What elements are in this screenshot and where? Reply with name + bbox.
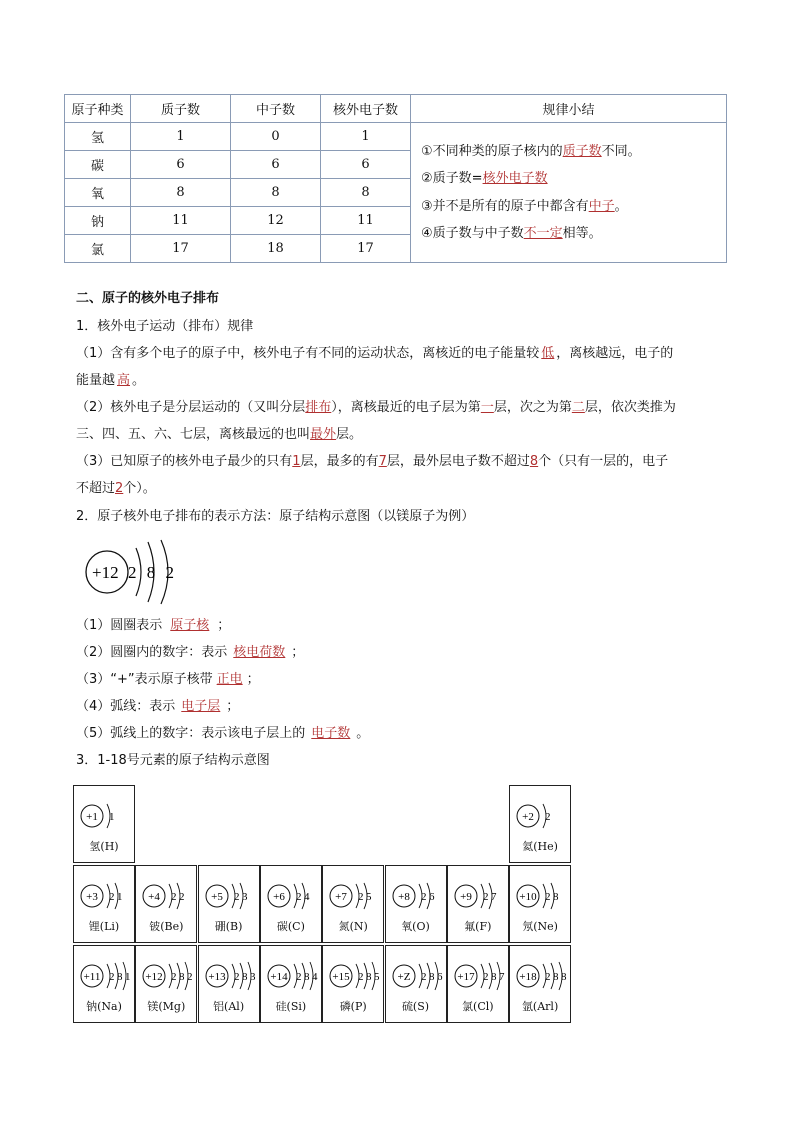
summary-text: 相等。 [562,226,602,241]
table-cell: 氧 [65,179,131,207]
table-cell: 碳 [65,151,131,179]
element-cell [260,945,322,1023]
shell-electron-count: 2 [420,891,426,903]
paragraph-line [76,725,369,743]
shell-electron-count: 4 [303,891,310,903]
element-grid [73,785,571,1024]
shell-electron-count: 2 [545,971,551,983]
element-name: 铝(Al) [213,1000,245,1013]
paragraph-line [76,698,239,716]
table-cell: 6 [231,151,321,179]
text: ； [226,699,240,714]
element-cell [73,865,135,943]
table-cell: 8 [321,179,411,207]
table-cell: 11 [321,207,411,235]
shell-electron-count: 2 [179,891,185,903]
text: 层，次之为第 [493,400,572,415]
paragraph-line [76,399,676,417]
blank-answer: 二 [571,400,585,415]
nucleus-charge: +14 [270,971,288,983]
nucleus-charge: +4 [148,891,161,903]
element-cell [135,865,197,943]
text: （2）核外电子是分层运动的（又叫分层 [76,400,306,415]
summary-text: ③并不是所有的原子中都含有 [421,198,589,214]
table-cell: 12 [231,207,321,235]
atom-structure-diagram [514,956,570,996]
nucleus-charge: +15 [332,971,350,983]
text: ； [291,645,305,660]
element-cell [385,865,447,943]
shell-electron-count: 2 [482,971,489,983]
table-row [65,123,727,151]
shell-electron-count: 8 [553,971,559,983]
table-cell: 氯 [65,235,131,263]
element-name: 镁(Mg) [147,1000,186,1013]
element-cell [260,865,322,943]
element-name: 锂(Li) [88,920,120,933]
table-cell: 氢 [65,123,131,151]
summary-blank: 不一定 [523,226,563,241]
nucleus-charge: +6 [273,891,285,903]
atom-table [64,94,727,263]
atom-structure-diagram [140,876,196,916]
element-cell [135,945,197,1023]
shell-electron-count: 8 [553,891,559,903]
atom-structure-diagram [390,876,446,916]
shell-electron-count: 6 [436,971,442,983]
summary-text: ②质子数= [421,171,483,186]
blank-answer: 核电荷数 [233,645,286,660]
text: （4）弧线：表示 [76,699,176,714]
atom-structure-diagram [203,876,259,916]
shell-electron-count: 8 [366,971,372,983]
table-cell: 11 [131,207,231,235]
text: ），离核最近的电子层为第 [331,400,481,415]
element-name: 硅(Si) [275,1000,307,1013]
header-cell: 核外电子数 [321,95,411,123]
shell-electron-count: 8 [561,971,567,983]
element-cell [73,785,135,863]
nucleus-charge: +7 [335,891,348,903]
shell-electron-count: 2 [358,891,364,903]
atom-structure-diagram [452,876,508,916]
element-name: 氯(Cl) [462,1000,494,1013]
blank-answer: 最外 [310,427,337,442]
blank-answer: 低 [541,346,555,361]
shell-electron-count: 2 [233,971,240,983]
table-cell: 钠 [65,207,131,235]
subheading: 2．原子核外电子排布的表示方法：原子结构示意图（以镁原子为例） [76,509,475,524]
text: 能量越 [76,373,116,388]
shell-electron-count: 2 [358,971,364,983]
nucleus-charge: +13 [207,971,226,983]
atom-structure-diagram [78,876,134,916]
text: 。 [132,373,146,388]
nucleus-charge: +18 [519,971,537,983]
atom-structure-diagram [327,956,383,996]
summary-blank: 质子数 [562,143,602,159]
header-cell: 原子种类 [65,95,131,123]
atom-structure-diagram [78,956,134,996]
shell-electron-count: 1 [109,811,115,823]
shell-electron-count: 2 [295,891,302,903]
summary-line [421,138,716,166]
table-cell: 18 [231,235,321,263]
text: ； [246,672,260,687]
shell-electrons: 2 8 2 [128,563,177,582]
element-cell [198,945,260,1023]
element-name: 磷(P) [339,1000,367,1013]
shell-electron-count: 2 [109,971,115,983]
summary-text: ①不同种类的原子核内的 [421,143,563,159]
summary-blank: 中子 [588,198,615,214]
shell-electron-count: 3 [241,891,248,903]
summary-text: 。 [614,198,628,214]
element-cell [509,865,571,943]
table-cell: 1 [321,123,411,151]
shell-electron-count: 2 [187,971,193,983]
element-cell [447,945,509,1023]
text: 个）。 [123,481,156,496]
text: ，离核越远，电子的 [556,346,674,361]
shell-electron-count: 2 [545,811,551,823]
element-name: 铍(Be) [149,920,184,933]
nucleus-charge: +5 [210,891,223,903]
shell-electron-count: 8 [428,971,434,983]
element-name: 氢(H) [89,840,119,853]
text: （2）圆圈内的数字：表示 [76,645,228,660]
shell-electron-count: 2 [171,971,177,983]
shell-electron-count: 8 [179,971,185,983]
element-cell [509,945,571,1023]
mg-atom-diagram [84,536,194,606]
shell-electron-count: 2 [233,891,240,903]
summary-cell [411,123,727,263]
blank-answer: 排布 [305,400,332,415]
header-cell: 质子数 [131,95,231,123]
summary-text: 不同。 [601,143,641,159]
element-name: 氟(F) [464,920,492,933]
nucleus-charge: +9 [459,891,472,903]
element-name: 硼(B) [214,920,243,933]
element-name: 碳(C) [276,920,305,933]
element-cell [385,945,447,1023]
text: （3）已知原子的核外电子最少的只有 [76,454,293,469]
summary-line [421,165,716,193]
shell-electron-count: 2 [482,891,489,903]
blank-answer: 7 [378,454,387,469]
shell-electron-count: 5 [374,971,380,983]
blank-answer: 原子核 [170,618,210,633]
atom-structure-diagram [390,956,446,996]
element-cell [73,945,135,1023]
shell-electron-count: 3 [249,971,256,983]
table-cell: 6 [321,151,411,179]
table-cell: 0 [231,123,321,151]
table-cell: 17 [131,235,231,263]
element-cell [322,865,384,943]
table-cell: 1 [131,123,231,151]
atom-structure-diagram [327,876,383,916]
header-cell: 中子数 [231,95,321,123]
nucleus-charge: +12 [145,971,163,983]
shell-electron-count: 2 [171,891,177,903]
element-name: 氦(He) [522,840,558,853]
atom-structure-diagram [514,796,570,836]
nucleus-charge: +Z [397,971,410,983]
blank-answer: 8 [529,454,539,469]
summary-line [421,193,716,221]
element-name: 氖(Ne) [522,920,558,933]
shell-electron-count: 2 [420,971,426,983]
subheading: 3．1-18号元素的原子结构示意图 [76,753,270,768]
atom-structure-diagram [265,876,321,916]
nucleus-charge: +11 [83,971,101,983]
blank-answer: 电子层 [181,699,221,714]
paragraph-line [76,372,145,390]
nucleus-charge: +8 [397,891,410,903]
atom-structure-diagram [78,796,134,836]
table-cell: 6 [131,151,231,179]
blank-answer: 正电 [216,672,243,687]
summary-line [421,220,716,248]
shell-electron-count: 1 [117,891,123,903]
atom-structure-diagram [452,956,508,996]
text: （5）弧线上的数字：表示该电子层上的 [76,726,306,741]
nucleus-charge: +12 [92,563,119,582]
text: 层，最多的有 [300,454,379,469]
blank-answer: 一 [480,400,494,415]
section-heading: 二、原子的核外电子排布 [76,291,220,306]
element-cell [198,865,260,943]
shell-electron-count: 2 [109,891,115,903]
text: 层。 [336,427,363,442]
shell-electron-count: 5 [366,891,372,903]
paragraph-line [76,426,362,444]
text: （1）圆圈表示 [76,618,163,633]
element-name: 氩(Arl) [521,1000,559,1013]
summary-blank: 核外电子数 [482,171,548,186]
element-cell [447,865,509,943]
summary-text: ④质子数与中子数 [421,226,524,241]
text: 三、四、五、六、七层，离核最远的也叫 [76,427,311,442]
shell-electron-count: 6 [428,891,434,903]
element-name: 氮(N) [338,920,368,933]
blank-answer: 1 [292,454,301,469]
shell-electron-count: 7 [490,891,497,903]
text: （1）含有多个电子的原子中，核外电子有不同的运动状态，离核近的电子能量较 [76,346,540,361]
blank-answer: 高 [117,373,131,388]
subheading: 1．核外电子运动（排布）规律 [76,319,254,334]
nucleus-charge: +2 [522,811,534,823]
element-name: 硫(S) [401,1000,430,1013]
text: 不超过 [76,481,116,496]
shell-electron-count: 8 [303,971,310,983]
header-cell: 规律小结 [411,95,727,123]
text: 层，最外层电子数不超过 [386,454,530,469]
shell-electron-count: 8 [117,971,123,983]
shell-electron-count: 1 [125,971,131,983]
table-cell: 17 [321,235,411,263]
nucleus-charge: +3 [86,891,98,903]
atom-structure-diagram [140,956,196,996]
shell-electron-count: 8 [241,971,248,983]
nucleus-charge: +1 [86,811,98,823]
atom-structure-diagram [265,956,321,996]
table-cell: 8 [131,179,231,207]
paragraph-line [76,617,230,635]
paragraph-line [76,671,260,689]
shell-electron-count: 2 [545,891,551,903]
paragraph-line [76,644,304,662]
blank-answer: 电子数 [311,726,351,741]
element-name: 钠(Na) [86,1000,122,1013]
nucleus-charge: +17 [457,971,475,983]
text: 个（只有一层的，电子 [538,454,669,469]
shell-electron-count: 8 [490,971,497,983]
table-header-row [65,95,727,123]
shell-electron-count: 4 [311,971,318,983]
nucleus-charge: +10 [519,891,537,903]
paragraph-line [76,480,156,498]
text: 层，依次类推为 [584,400,676,415]
blank-answer: 2 [115,481,124,496]
element-cell [509,785,571,863]
shell-electron-count: 2 [295,971,302,983]
table-cell: 8 [231,179,321,207]
text: ； [217,618,231,633]
paragraph-line [76,453,668,471]
element-cell [322,945,384,1023]
shell-electron-count: 7 [498,971,505,983]
element-name: 氧(O) [401,920,430,933]
text: （3）“+”表示原子核带 [76,672,213,687]
atom-structure-diagram [514,876,570,916]
atom-structure-diagram [203,956,259,996]
paragraph-line [76,345,673,363]
text: 。 [356,726,370,741]
